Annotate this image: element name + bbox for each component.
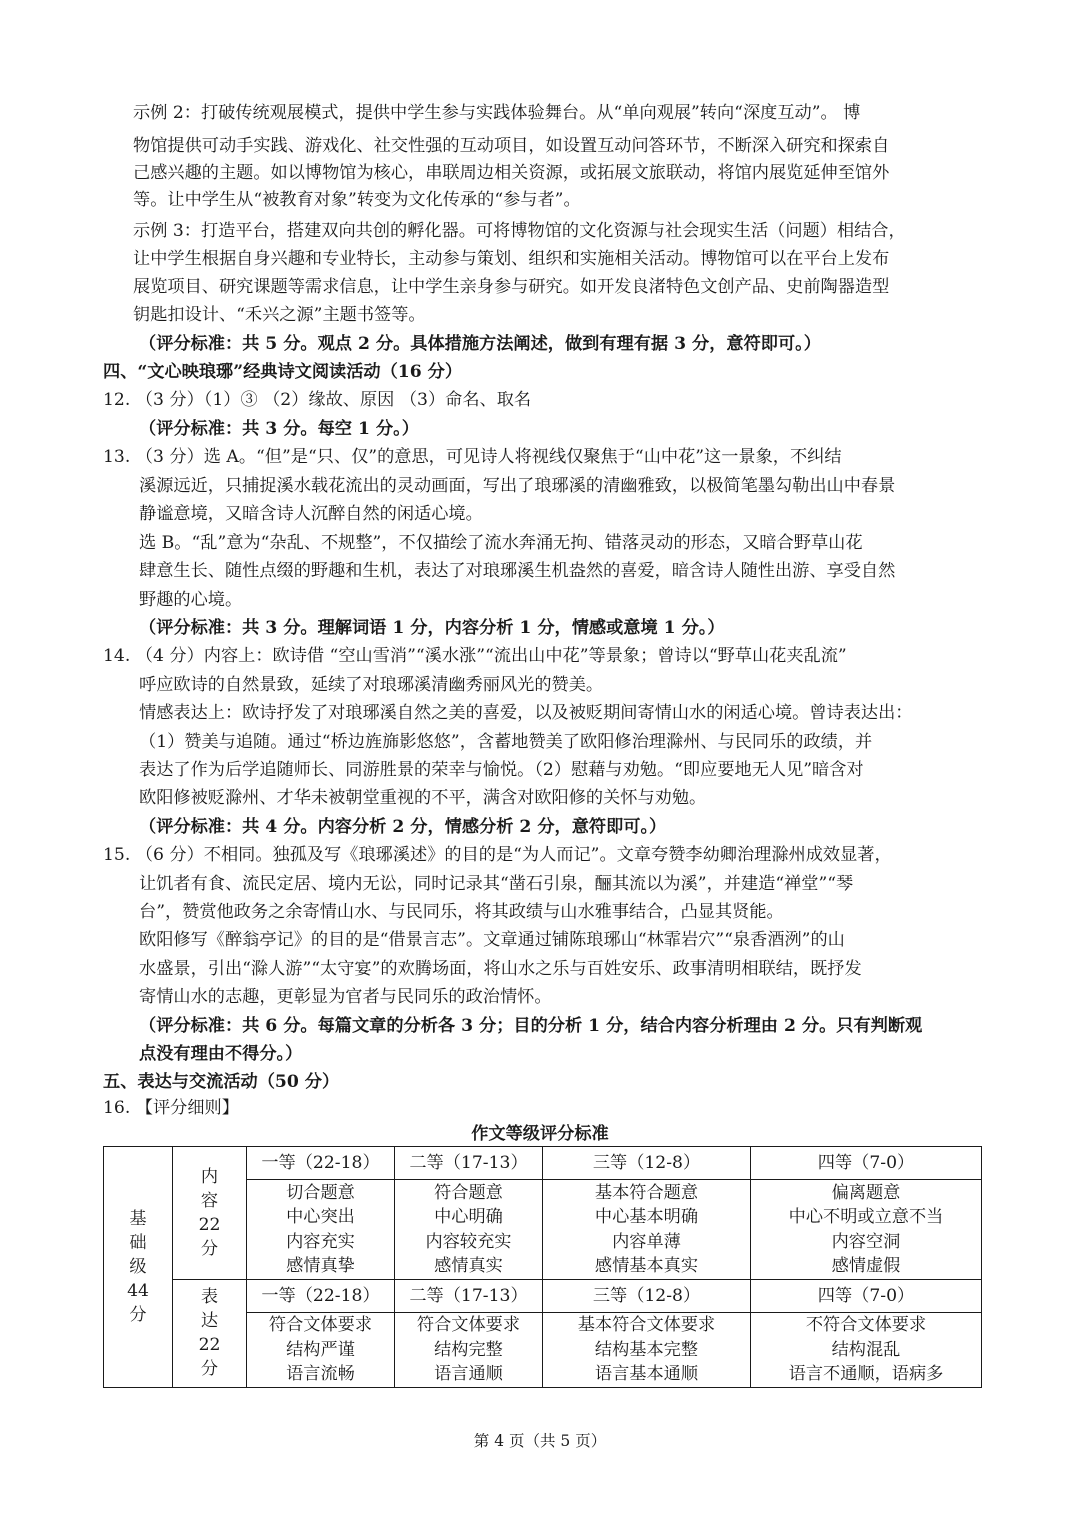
grade-header: 一等（22-18） [247,1147,395,1180]
q14-line-1: 14. （4 分）内容上：欧诗借 “空山雪消”“溪水涨”“流出山中花”等景象；曾诗以“野草山花夹乱流” [103,646,847,666]
q15-line-6: 寄情山水的志趣，更彰显为官者与民同乐的政治情怀。 [139,987,552,1007]
example3-line-1: 示例 3：打造平台，搭建双向共创的孵化器。可将博物馆的文化资源与社会现实生活（问题）相结合， [133,221,906,241]
section-four-heading: 四、“文心映琅琊”经典诗文阅读活动（16 分） [103,362,463,382]
scoring-q15-line-2: 点没有理由不得分。） [139,1044,303,1064]
q16-heading: 16. 【评分细则】 [103,1098,239,1118]
scoring-q12: （评分标准：共 3 分。每空 1 分。） [139,419,419,439]
content-grade-4-cell: 偏离题意 中心不明或立意不当 内容空洞 感情虚假 [751,1180,982,1280]
grade-header: 一等（22-18） [247,1280,395,1313]
section-five-heading: 五、表达与交流活动（50 分） [103,1072,340,1092]
example2-line-1: 示例 2：打破传统观展模式，提供中学生参与实践体验舞台。从“单向观展”转向“深度互动”。 博 [133,103,861,123]
grade-header: 四等（7-0） [751,1280,982,1313]
scoring-q13: （评分标准：共 3 分。理解词语 1 分，内容分析 1 分，情感或意境 1 分。） [139,618,725,638]
q13-line-3: 静谧意境，又暗含诗人沉醉自然的闲适心境。 [139,504,483,524]
expression-grade-3-cell: 基本符合文体要求 结构基本完整 语言基本通顺 [543,1313,751,1388]
q14-line-4: （1）赞美与追随。通过“桥边旌旆影悠悠”，含蓄地赞美了欧阳修治理滁州、与民同乐的政绩，并 [139,732,873,752]
content-grade-1-cell: 切合题意 中心突出 内容充实 感情真挚 [247,1180,395,1280]
q14-line-3: 情感表达上：欧诗抒发了对琅琊溪自然之美的喜爱，以及被贬期间寄情山水的闲适心境。曾诗表达出： [139,703,913,723]
q13-line-4: 选 B。“乱”意为“杂乱、不规整”，不仅描绘了流水奔涌无拘、错落灵动的形态，又暗合野草山花 [139,533,863,553]
example2-line-3: 己感兴趣的主题。如以博物馆为核心，串联周边相关资源，或拓展文旅联动，将馆内展览延伸至馆外 [133,163,890,183]
essay-grading-table [103,1146,982,1388]
q13-line-5: 肆意生长、随性点缀的野趣和生机，表达了对琅琊溪生机盎然的喜爱，暗含诗人随性出游、享受自然 [139,561,896,581]
expression-grade-4-cell: 不符合文体要求 结构混乱 语言不通顺，语病多 [751,1313,982,1388]
example3-line-4: 钥匙扣设计、“禾兴之源”主题书签等。 [133,305,426,325]
expression-grade-2-cell: 符合文体要求 结构完整 语言通顺 [395,1313,543,1388]
basic-level-label: 基 础 级 44 分 [104,1147,173,1388]
content-grade-2-cell: 符合题意 中心明确 内容较充实 感情真实 [395,1180,543,1280]
q15-line-2: 让饥者有食、流民定居、境内无讼，同时记录其“凿石引泉，酾其流以为溪”，并建造“禅堂”“琴 [139,874,854,894]
scoring-q11: （评分标准：共 5 分。观点 2 分。具体措施方法阐述，做到有理有据 3 分，意符即可。） [139,334,821,354]
table-caption: 作文等级评分标准 [471,1124,609,1144]
q13-line-6: 野趣的心境。 [139,590,243,610]
q14-line-2: 呼应欧诗的自然景致，延续了对琅琊溪清幽秀丽风光的赞美。 [139,675,604,695]
example3-line-2: 让中学生根据自身兴趣和专业特长，主动参与策划、组织和实施相关活动。博物馆可以在平台上发布 [133,249,890,269]
expression-grade-1-cell: 符合文体要求 结构严谨 语言流畅 [247,1313,395,1388]
q15-line-3: 台”，赞赏他政务之余寄情山水、与民同乐，将其政绩与山水雅事结合，凸显其贤能。 [139,902,784,922]
content-grade-3-cell: 基本符合题意 中心基本明确 内容单薄 感情基本真实 [543,1180,751,1280]
q13-line-2: 溪源远近，只捕捉溪水载花流出的灵动画面，写出了琅琊溪的清幽雅致，以极简笔墨勾勒出山中春景 [139,476,896,496]
grade-header: 二等（17-13） [395,1280,543,1313]
q13-line-1: 13. （3 分）选 A。“但”是“只、仅”的意思，可见诗人将视线仅聚焦于“山中花”这一景象，不纠结 [103,447,842,467]
grade-header: 三等（12-8） [543,1147,751,1180]
page-number: 第 4 页（共 5 页） [473,1432,607,1450]
example2-line-2: 物馆提供可动手实践、游戏化、社交性强的互动项目，如设置互动问答环节，不断深入研究和探索自 [133,136,890,156]
q14-line-6: 欧阳修被贬滁州、才华未被朝堂重视的不平，满含对欧阳修的关怀与劝勉。 [139,788,707,808]
content-label: 内 容 22 分 [173,1147,247,1280]
grade-header: 二等（17-13） [395,1147,543,1180]
q14-line-5: 表达了作为后学追随师长、同游胜景的荣幸与愉悦。（2）慰藉与劝勉。“即应要地无人见”暗含对 [139,760,864,780]
scoring-q14: （评分标准：共 4 分。内容分析 2 分，情感分析 2 分，意符即可。） [139,817,667,837]
example2-line-4: 等。让中学生从“被教育对象”转变为文化传承的“参与者”。 [133,190,581,210]
example3-line-3: 展览项目、研究课题等需求信息，让中学生亲身参与研究。如开发良渚特色文创产品、史前陶器造型 [133,277,890,297]
q12-answer: 12. （3 分）（1）③ （2）缘故、原因 （3）命名、取名 [103,390,532,410]
q15-line-5: 水盛景，引出“滁人游”“太守宴”的欢腾场面，将山水之乐与百姓安乐、政事清明相联结，既抒发 [139,959,862,979]
q15-line-4: 欧阳修写《醉翁亭记》的目的是“借景言志”。文章通过铺陈琅琊山“林霏岩穴”“泉香酒洌”的山 [139,930,845,950]
grade-header: 四等（7-0） [751,1147,982,1180]
expression-label: 表 达 22 分 [173,1280,247,1388]
scoring-q15-line-1: （评分标准：共 6 分。每篇文章的分析各 3 分；目的分析 1 分，结合内容分析理由 2 分。只有判断观 [139,1016,923,1036]
q15-line-1: 15. （6 分）不相同。独孤及写《琅琊溪述》的目的是“为人而记”。文章夸赞李幼卿治理滁州成效显著， [103,845,892,865]
grade-header: 三等（12-8） [543,1280,751,1313]
